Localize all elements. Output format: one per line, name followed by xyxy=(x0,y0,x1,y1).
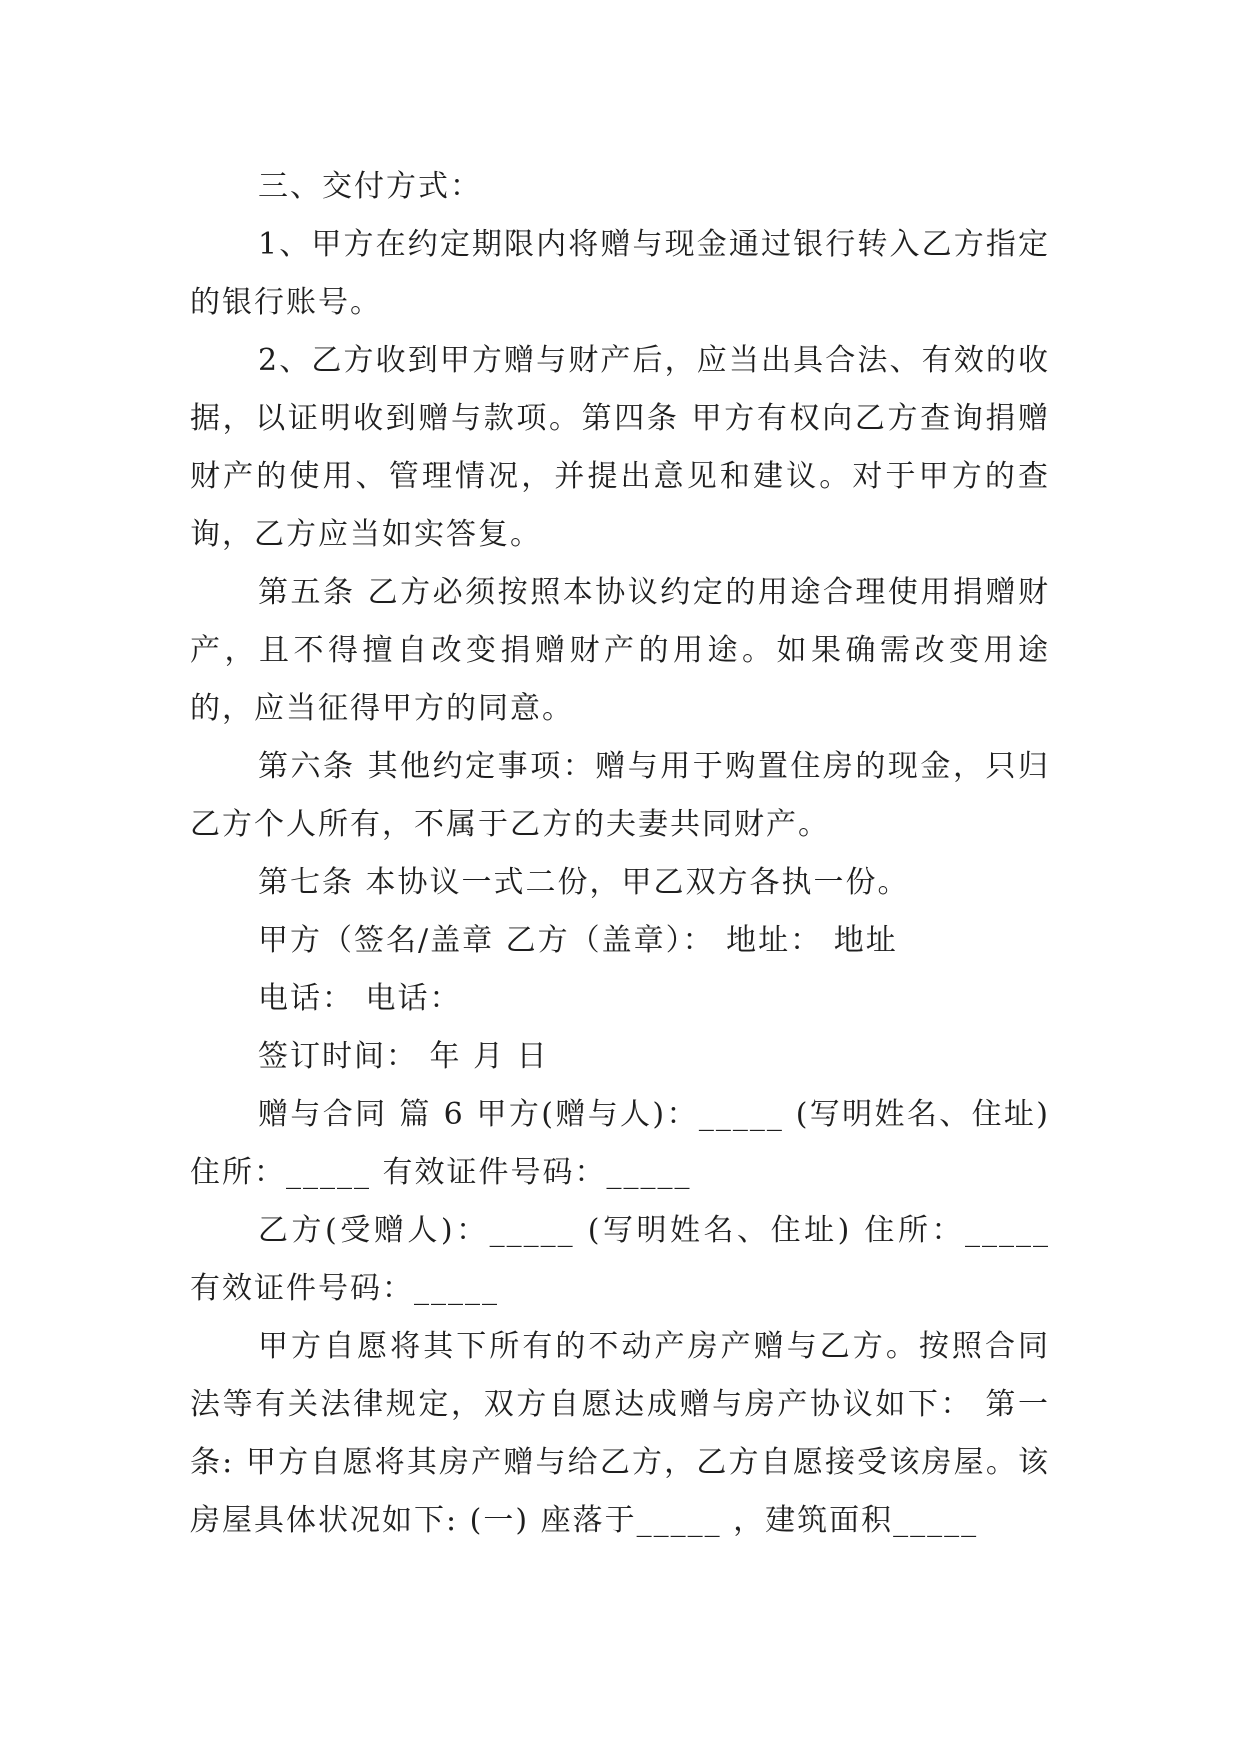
delivery-item-2: 2、乙方收到甲方赠与财产后，应当出具合法、有效的收据，以证明收到赠与款项。第四条 甲方有权向乙方查询捐赠财产的使用、管理情况，并提出意见和建议。对于甲方的查询，乙方应当如实答复。 xyxy=(190,343,1050,552)
signing-date-line: 签订时间： 年 月 日 xyxy=(258,1039,549,1074)
article-7: 第七条 本协议一式二份，甲乙双方各执一份。 xyxy=(258,865,910,900)
article-6: 第六条 其他约定事项：赠与用于购置住房的现金，只归乙方个人所有，不属于乙方的夫妻共同财产。 xyxy=(190,749,1050,842)
contract-6-party-b: 乙方(受赠人)：_____ (写明姓名、住址) 住所：_____ 有效证件号码：_____ xyxy=(190,1213,1050,1306)
delivery-item-1: 1、甲方在约定期限内将赠与现金通过银行转入乙方指定的银行账号。 xyxy=(190,227,1050,320)
signature-line: 甲方（签名/盖章 乙方（盖章）： 地址： 地址 xyxy=(258,923,898,958)
contract-6-intro: 甲方自愿将其下所有的不动产房产赠与乙方。按照合同法等有关法律规定，双方自愿达成赠与房产协议如下： 第一条: 甲方自愿将其房产赠与给乙方，乙方自愿接受该房屋。该房屋具体状况如下: (一) 座落于_____ ，建筑面积_____ xyxy=(190,1329,1050,1538)
document-body xyxy=(190,158,1050,1550)
article-5: 第五条 乙方必须按照本协议约定的用途合理使用捐赠财产，且不得擅自改变捐赠财产的用途。如果确需改变用途的，应当征得甲方的同意。 xyxy=(190,575,1050,726)
section-delivery-heading: 三、交付方式： xyxy=(258,169,482,204)
contract-6-party-a: 赠与合同 篇 6 甲方(赠与人)：_____ (写明姓名、住址) 住所：_____ 有效证件号码：_____ xyxy=(190,1097,1050,1190)
phone-line: 电话： 电话： xyxy=(258,981,462,1016)
